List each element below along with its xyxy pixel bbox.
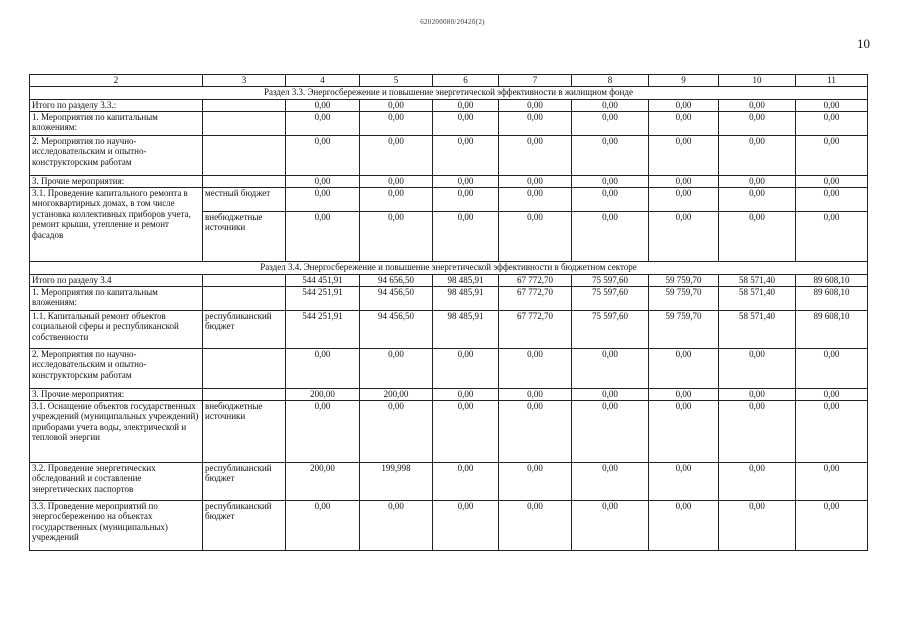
amount-cell: 0,00 — [499, 388, 572, 400]
amount-cell: 0,00 — [572, 348, 649, 388]
section-header-row — [30, 261, 868, 274]
amount-cell: 0,00 — [572, 175, 649, 187]
amount-cell: 544 251,91 — [286, 310, 360, 348]
column-number: 10 — [719, 75, 796, 87]
amount-cell: 199,998 — [360, 462, 433, 500]
column-number: 5 — [360, 75, 433, 87]
amount-cell: 0,00 — [796, 175, 868, 187]
amount-cell: 0,00 — [649, 99, 719, 111]
amount-cell: 0,00 — [649, 111, 719, 135]
amount-cell: 0,00 — [719, 400, 796, 462]
amount-cell: 0,00 — [499, 348, 572, 388]
funding-source: местный бюджет — [203, 187, 286, 211]
measure-name: 3. Прочие мероприятия: — [30, 175, 203, 187]
amount-cell: 0,00 — [499, 111, 572, 135]
amount-cell: 0,00 — [719, 348, 796, 388]
amount-cell: 0,00 — [286, 135, 360, 175]
amount-cell: 0,00 — [360, 135, 433, 175]
table-row — [30, 286, 868, 310]
amount-cell: 0,00 — [719, 462, 796, 500]
amount-cell: 98 485,91 — [433, 286, 499, 310]
amount-cell: 58 571,40 — [719, 274, 796, 286]
funding-source: внебюджетные источники — [203, 400, 286, 462]
amount-cell: 0,00 — [499, 135, 572, 175]
amount-cell: 0,00 — [433, 400, 499, 462]
amount-cell: 0,00 — [286, 111, 360, 135]
measure-name: 3.1. Оснащение объектов государственных учреждений (муниципальных учреждений) приборами учета воды, электрической и тепловой энергии — [30, 400, 203, 462]
funding-source — [203, 111, 286, 135]
section-title: Раздел 3.4. Энергосбережение и повышение энергетической эффективности в бюджетном секторе — [30, 261, 868, 274]
column-number: 2 — [30, 75, 203, 87]
amount-cell: 58 571,40 — [719, 286, 796, 310]
amount-cell: 0,00 — [572, 187, 649, 211]
amount-cell: 0,00 — [572, 400, 649, 462]
amount-cell: 89 608,10 — [796, 274, 868, 286]
amount-cell: 0,00 — [796, 400, 868, 462]
measure-name: 3.1. Проведение капитального ремонта в многоквартирных домах, в том числе установка коллективных приборов учета, ремонт крыши, утепление и ремонт фасадов — [30, 187, 203, 261]
amount-cell: 89 608,10 — [796, 286, 868, 310]
amount-cell: 0,00 — [499, 462, 572, 500]
amount-cell: 67 772,70 — [499, 274, 572, 286]
column-number: 8 — [572, 75, 649, 87]
amount-cell: 200,00 — [360, 388, 433, 400]
amount-cell: 0,00 — [360, 111, 433, 135]
amount-cell: 0,00 — [433, 175, 499, 187]
table-row — [30, 310, 868, 348]
amount-cell: 0,00 — [499, 99, 572, 111]
amount-cell: 0,00 — [796, 111, 868, 135]
funding-source: республиканский бюджет — [203, 462, 286, 500]
amount-cell: 0,00 — [499, 211, 572, 261]
amount-cell: 0,00 — [433, 135, 499, 175]
measure-name: 1. Мероприятия по капитальным вложениям: — [30, 111, 203, 135]
amount-cell: 59 759,70 — [649, 274, 719, 286]
amount-cell: 0,00 — [286, 348, 360, 388]
column-number-row — [30, 75, 868, 87]
amount-cell: 0,00 — [433, 99, 499, 111]
amount-cell: 0,00 — [649, 175, 719, 187]
funding-source — [203, 286, 286, 310]
amount-cell: 0,00 — [649, 500, 719, 550]
column-number: 4 — [286, 75, 360, 87]
amount-cell: 89 608,10 — [796, 310, 868, 348]
column-number: 9 — [649, 75, 719, 87]
measure-name: 3.3. Проведение мероприятий по энергосбережению на объектах государственных (муниципальных) учреждений — [30, 500, 203, 550]
amount-cell: 0,00 — [796, 462, 868, 500]
funding-source — [203, 388, 286, 400]
amount-cell: 0,00 — [649, 400, 719, 462]
funding-source — [203, 99, 286, 111]
column-number: 7 — [499, 75, 572, 87]
amount-cell: 0,00 — [286, 187, 360, 211]
measure-name: Итого по разделу 3.4 — [30, 274, 203, 286]
amount-cell: 0,00 — [499, 175, 572, 187]
measure-name: 1.1. Капитальный ремонт объектов социальной сферы и республиканской собственности — [30, 310, 203, 348]
table-row — [30, 388, 868, 400]
amount-cell: 0,00 — [796, 388, 868, 400]
amount-cell: 0,00 — [572, 135, 649, 175]
measure-name: 3.2. Проведение энергетических обследований и составление энергетических паспортов — [30, 462, 203, 500]
page-number: 10 — [857, 36, 870, 51]
amount-cell: 0,00 — [286, 400, 360, 462]
amount-cell: 0,00 — [433, 462, 499, 500]
column-number: 6 — [433, 75, 499, 87]
amount-cell: 0,00 — [719, 211, 796, 261]
amount-cell: 59 759,70 — [649, 310, 719, 348]
document-code: 620200080/2042б(2) — [420, 18, 485, 26]
table-row — [30, 111, 868, 135]
amount-cell: 98 485,91 — [433, 274, 499, 286]
amount-cell: 0,00 — [796, 99, 868, 111]
funding-source: республиканский бюджет — [203, 500, 286, 550]
amount-cell: 0,00 — [572, 462, 649, 500]
amount-cell: 0,00 — [433, 187, 499, 211]
amount-cell: 0,00 — [649, 135, 719, 175]
funding-source: республиканский бюджет — [203, 310, 286, 348]
amount-cell: 0,00 — [719, 500, 796, 550]
table-row — [30, 274, 868, 286]
budget-table — [29, 74, 868, 551]
amount-cell: 58 571,40 — [719, 310, 796, 348]
amount-cell: 0,00 — [572, 388, 649, 400]
amount-cell: 0,00 — [286, 211, 360, 261]
amount-cell: 0,00 — [719, 175, 796, 187]
amount-cell: 0,00 — [499, 187, 572, 211]
amount-cell: 0,00 — [649, 388, 719, 400]
amount-cell: 0,00 — [649, 462, 719, 500]
amount-cell: 0,00 — [572, 111, 649, 135]
amount-cell: 67 772,70 — [499, 310, 572, 348]
amount-cell: 0,00 — [796, 500, 868, 550]
amount-cell: 0,00 — [433, 211, 499, 261]
amount-cell: 0,00 — [433, 500, 499, 550]
amount-cell: 0,00 — [572, 211, 649, 261]
amount-cell: 0,00 — [286, 500, 360, 550]
amount-cell: 0,00 — [360, 500, 433, 550]
table-row — [30, 500, 868, 550]
amount-cell: 0,00 — [499, 400, 572, 462]
amount-cell: 0,00 — [360, 211, 433, 261]
table-row — [30, 462, 868, 500]
amount-cell: 0,00 — [796, 135, 868, 175]
amount-cell: 67 772,70 — [499, 286, 572, 310]
measure-name: Итого по разделу 3.3.: — [30, 99, 203, 111]
amount-cell: 0,00 — [649, 348, 719, 388]
section-title: Раздел 3.3. Энергосбережение и повышение энергетической эффективности в жилищном фонде — [30, 86, 868, 99]
amount-cell: 75 597,60 — [572, 274, 649, 286]
amount-cell: 94 456,50 — [360, 310, 433, 348]
measure-name: 2. Мероприятия по научно-исследовательским и опытно-конструкторским работам — [30, 135, 203, 175]
amount-cell: 0,00 — [796, 187, 868, 211]
amount-cell: 0,00 — [649, 211, 719, 261]
amount-cell: 200,00 — [286, 462, 360, 500]
funding-source: внебюджетные источники — [203, 211, 286, 261]
funding-source — [203, 348, 286, 388]
amount-cell: 0,00 — [286, 175, 360, 187]
measure-name: 3. Прочие мероприятия: — [30, 388, 203, 400]
amount-cell: 0,00 — [572, 500, 649, 550]
table-row — [30, 187, 868, 211]
amount-cell: 0,00 — [572, 99, 649, 111]
amount-cell: 94 656,50 — [360, 274, 433, 286]
amount-cell: 94 456,50 — [360, 286, 433, 310]
amount-cell: 0,00 — [360, 348, 433, 388]
amount-cell: 0,00 — [649, 187, 719, 211]
amount-cell: 98 485,91 — [433, 310, 499, 348]
column-number: 11 — [796, 75, 868, 87]
amount-cell: 0,00 — [360, 175, 433, 187]
amount-cell: 0,00 — [796, 211, 868, 261]
amount-cell: 0,00 — [719, 187, 796, 211]
amount-cell: 0,00 — [719, 135, 796, 175]
funding-source — [203, 274, 286, 286]
table-row — [30, 348, 868, 388]
table-row — [30, 135, 868, 175]
funding-source — [203, 175, 286, 187]
amount-cell: 0,00 — [286, 99, 360, 111]
amount-cell: 75 597,60 — [572, 310, 649, 348]
amount-cell: 0,00 — [499, 500, 572, 550]
table-row — [30, 175, 868, 187]
amount-cell: 59 759,70 — [649, 286, 719, 310]
amount-cell: 200,00 — [286, 388, 360, 400]
section-header-row — [30, 86, 868, 99]
amount-cell: 0,00 — [719, 99, 796, 111]
amount-cell: 544 251,91 — [286, 286, 360, 310]
table-row — [30, 400, 868, 462]
amount-cell: 75 597,60 — [572, 286, 649, 310]
amount-cell: 544 451,91 — [286, 274, 360, 286]
amount-cell: 0,00 — [719, 388, 796, 400]
amount-cell: 0,00 — [433, 348, 499, 388]
amount-cell: 0,00 — [360, 99, 433, 111]
measure-name: 2. Мероприятия по научно-исследовательским и опытно-конструкторским работам — [30, 348, 203, 388]
amount-cell: 0,00 — [719, 111, 796, 135]
measure-name: 1. Мероприятия по капитальным вложениям: — [30, 286, 203, 310]
funding-source — [203, 135, 286, 175]
amount-cell: 0,00 — [433, 388, 499, 400]
column-number: 3 — [203, 75, 286, 87]
amount-cell: 0,00 — [796, 348, 868, 388]
amount-cell: 0,00 — [360, 400, 433, 462]
amount-cell: 0,00 — [433, 111, 499, 135]
table-row — [30, 99, 868, 111]
amount-cell: 0,00 — [360, 187, 433, 211]
